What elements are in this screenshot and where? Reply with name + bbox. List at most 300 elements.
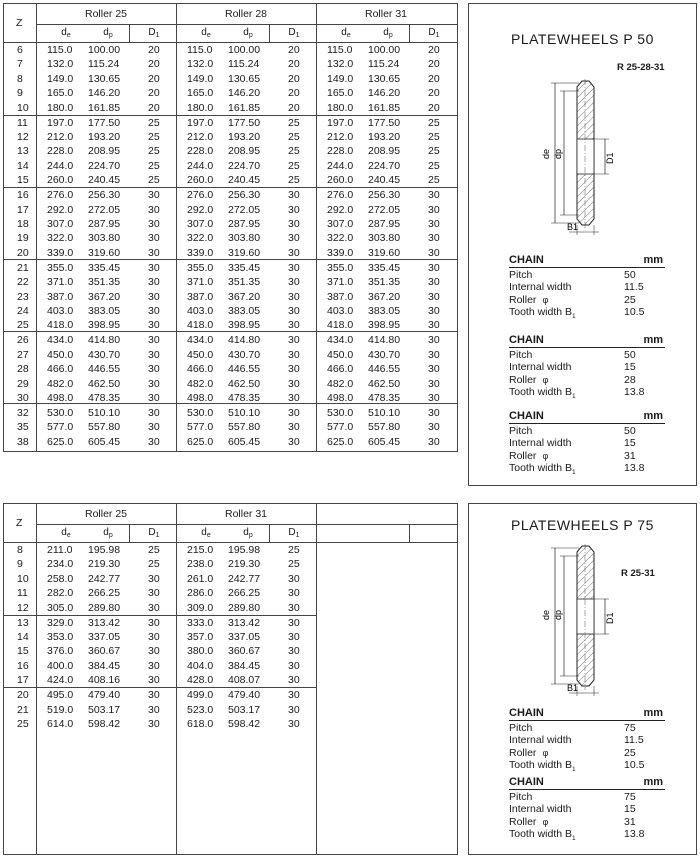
de-value: 387.0 [187, 290, 214, 303]
spec-label-text: Tooth width B [509, 827, 573, 840]
dp-value: 115.24 [368, 58, 400, 71]
spec-label-text: Tooth width B [509, 385, 573, 398]
dp-value: 367.20 [88, 290, 121, 303]
d1-value: 30 [288, 334, 300, 347]
table-row [4, 645, 457, 659]
d1-value: 30 [288, 189, 300, 202]
d1-value: 30 [148, 659, 160, 672]
chain-heading: CHAIN [509, 334, 544, 346]
de-value: 577.0 [327, 421, 354, 434]
d1-value: 25 [428, 145, 440, 158]
chain-spec-header [509, 707, 665, 721]
dp-value: 478.35 [88, 392, 121, 404]
z-value: 28 [17, 363, 29, 376]
de-value: 371.0 [327, 276, 354, 289]
spec-value: 50 [624, 269, 636, 281]
dp-value: 224.70 [228, 159, 261, 172]
de-value: 403.0 [327, 305, 354, 317]
spec-label [509, 269, 624, 281]
d1-label: D1 [605, 152, 615, 164]
subheader-subscript: p [108, 532, 113, 539]
dp-value: 351.35 [228, 276, 261, 289]
sprocket-cross-section-drawing [539, 79, 629, 239]
de-value: 519.0 [47, 703, 74, 716]
d1-value: 30 [148, 305, 160, 317]
dp-value: 313.42 [88, 616, 121, 629]
dp-value: 208.95 [88, 145, 121, 158]
spec-label [509, 374, 624, 386]
roller-25-header: Roller 25 [84, 8, 128, 20]
subheader-symbol: D [288, 27, 296, 38]
spec-label-text: Pitch [509, 269, 533, 281]
subheader-dp [228, 527, 268, 539]
de-value: 307.0 [47, 218, 74, 230]
subheader-de [186, 27, 226, 39]
dp-value: 193.20 [368, 131, 401, 143]
de-value: 355.0 [47, 261, 74, 274]
d1-value: 20 [288, 101, 300, 114]
spec-value: 28 [624, 373, 636, 386]
de-value: 307.0 [327, 218, 354, 230]
table-row [4, 58, 457, 72]
unit-heading: mm [643, 334, 663, 346]
d1-value: 30 [148, 631, 160, 643]
dp-value: 337.05 [228, 631, 261, 643]
table-row [4, 87, 457, 101]
dp-value: 367.20 [228, 290, 261, 303]
subheader-symbol: D [288, 527, 296, 538]
dp-value: 462.50 [88, 377, 121, 390]
z-value: 14 [17, 631, 29, 643]
spec-value: 13.8 [624, 385, 645, 398]
subheader-d1 [274, 27, 314, 39]
de-value: 498.0 [327, 392, 354, 404]
de-value: 530.0 [327, 407, 354, 419]
de-value: 625.0 [187, 435, 214, 448]
dp-value: 115.24 [228, 58, 260, 71]
tooth-width-row [509, 386, 665, 398]
spec-label-text: Roller [509, 373, 537, 386]
subheader-symbol: d [201, 527, 207, 538]
subheader-subscript: p [108, 32, 113, 39]
de-value: 197.0 [47, 116, 74, 129]
d1-value: 30 [148, 645, 160, 658]
d1-value: 25 [288, 116, 300, 129]
table-row [4, 334, 457, 348]
internal-width-row [509, 437, 665, 449]
d1-value: 30 [428, 203, 440, 216]
subheader-symbol: d [243, 27, 249, 38]
d1-value: 25 [428, 116, 440, 129]
spec-label [509, 828, 624, 840]
subheader-symbol: d [243, 527, 249, 538]
d1-value: 20 [428, 72, 440, 85]
dp-value: 605.45 [88, 435, 121, 448]
z-value: 15 [17, 174, 29, 187]
de-value: 244.0 [47, 159, 74, 172]
de-value: 329.0 [47, 616, 74, 629]
de-value: 258.0 [47, 572, 74, 585]
dp-value: 510.10 [368, 407, 401, 419]
subheader-symbol: d [383, 27, 389, 38]
internal-width-row [509, 803, 665, 815]
dp-value: 557.80 [368, 421, 401, 434]
phi-symbol: φ [542, 450, 549, 461]
de-value: 577.0 [47, 421, 74, 434]
z-value: 10 [17, 572, 29, 585]
de-value: 309.0 [187, 601, 214, 614]
dp-value: 414.80 [88, 334, 121, 347]
d1-value: 30 [288, 703, 300, 716]
de-value: 625.0 [47, 435, 74, 448]
de-value: 339.0 [187, 246, 214, 259]
dp-value: 446.55 [88, 363, 121, 376]
table-row [4, 349, 457, 363]
dp-value: 398.95 [368, 319, 401, 332]
spec-label-text: Internal width [509, 734, 572, 747]
chain-spec-header [509, 776, 665, 790]
de-value: 149.0 [47, 72, 74, 85]
table-row [4, 262, 457, 276]
de-value: 495.0 [47, 689, 74, 702]
subheader-d1 [134, 27, 174, 39]
dp-value: 287.95 [228, 218, 261, 230]
de-value: 244.0 [327, 159, 354, 172]
dp-value: 360.67 [228, 645, 261, 658]
de-value: 165.0 [327, 87, 354, 100]
table-row [4, 587, 457, 601]
unit-heading: mm [643, 410, 663, 422]
pitch-row [509, 791, 665, 803]
dp-value: 256.30 [368, 189, 401, 202]
z-value: 8 [17, 72, 23, 85]
spec-label-text: Tooth width B [509, 461, 573, 474]
spec-label-text: Internal width [509, 437, 572, 450]
de-value: 322.0 [187, 232, 214, 245]
de-value: 428.0 [187, 674, 214, 687]
dp-value: 266.25 [88, 587, 121, 600]
dp-value: 219.30 [228, 558, 261, 571]
subheader-d1 [414, 27, 454, 39]
spec-label-text: Pitch [509, 349, 533, 361]
chain-spec-header [509, 410, 665, 424]
d1-value: 20 [288, 44, 300, 56]
table-row [4, 617, 457, 631]
chain-spec-header [509, 254, 665, 268]
d1-value: 25 [148, 174, 160, 187]
table-row [4, 602, 457, 616]
de-value: 228.0 [47, 145, 74, 158]
d1-value: 30 [148, 703, 160, 716]
de-value: 339.0 [47, 246, 74, 259]
de-value: 499.0 [187, 689, 214, 702]
z-value: 21 [17, 703, 29, 716]
z-value: 12 [17, 131, 29, 143]
de-value: 618.0 [187, 718, 214, 730]
de-value: 228.0 [327, 145, 354, 158]
subheader-subscript: e [346, 32, 351, 39]
dp-value: 161.85 [228, 101, 261, 114]
dp-value: 598.42 [228, 718, 261, 730]
spec-label [509, 349, 624, 361]
dp-value: 479.40 [88, 689, 121, 702]
z-value: 11 [17, 116, 28, 129]
de-value: 212.0 [47, 131, 74, 143]
spec-subscript: 1 [572, 765, 576, 773]
spec-value: 75 [624, 722, 636, 734]
spec-label-text: Internal width [509, 803, 572, 816]
de-value: 165.0 [47, 87, 74, 100]
dp-value: 351.35 [88, 276, 121, 289]
unit-heading: mm [643, 776, 663, 788]
z-value: 38 [17, 435, 29, 448]
d1-value: 30 [428, 421, 440, 434]
dp-value: 266.25 [228, 587, 261, 600]
de-value: 165.0 [187, 87, 214, 100]
table-row [4, 131, 457, 145]
de-value: 418.0 [187, 319, 214, 332]
table-row [4, 102, 457, 116]
roller-reference: R 25-28-31 [617, 62, 665, 73]
de-value: 498.0 [47, 392, 74, 404]
de-value: 418.0 [327, 319, 354, 332]
d1-value: 20 [428, 58, 440, 71]
table-row [4, 319, 457, 333]
spec-label-text: Pitch [509, 722, 533, 734]
dp-value: 100.00 [368, 44, 401, 56]
subheader-symbol: D [148, 27, 156, 38]
de-value: 276.0 [47, 189, 74, 202]
d1-value: 20 [428, 101, 440, 114]
spec-label-text: Roller [509, 449, 537, 462]
de-value: 228.0 [187, 145, 214, 158]
d1-value: 30 [288, 377, 300, 390]
de-value: 530.0 [47, 407, 74, 419]
spec-label-text: Roller [509, 293, 537, 306]
d1-value: 30 [148, 246, 160, 259]
de-value: 212.0 [327, 131, 354, 143]
z-value: 16 [17, 189, 29, 202]
de-value: 357.0 [187, 631, 214, 643]
de-value: 197.0 [187, 116, 214, 129]
spec-value: 31 [624, 815, 636, 828]
spec-value: 15 [624, 437, 636, 450]
z-value: 23 [17, 290, 29, 303]
platewheels-p50-panel [468, 3, 697, 486]
z-value: 21 [17, 261, 29, 274]
d1-value: 30 [288, 435, 300, 448]
de-value: 292.0 [187, 203, 214, 216]
d1-value: 25 [148, 131, 160, 143]
de-value: 355.0 [187, 261, 214, 274]
dp-value: 161.85 [88, 101, 121, 114]
dp-value: 446.55 [228, 363, 261, 376]
d1-value: 30 [288, 689, 300, 702]
dp-value: 360.67 [88, 645, 121, 658]
z-value: 10 [17, 101, 29, 114]
phi-symbol: φ [542, 294, 549, 305]
z-value: 13 [17, 616, 29, 629]
dp-value: 478.35 [228, 392, 261, 404]
de-value: 466.0 [327, 363, 354, 376]
dp-value: 272.05 [228, 203, 261, 216]
dp-value: 446.55 [368, 363, 401, 376]
chain-heading: CHAIN [509, 410, 544, 422]
roller-25-header: Roller 25 [84, 508, 128, 520]
dp-value: 287.95 [88, 218, 121, 230]
table-row [4, 421, 457, 435]
d1-value: 25 [148, 558, 160, 571]
d1-value: 30 [288, 261, 300, 274]
de-value: 523.0 [187, 703, 214, 716]
de-value: 371.0 [187, 276, 214, 289]
table-row [4, 631, 457, 645]
subheader-subscript: 1 [295, 32, 300, 39]
d1-value: 30 [428, 246, 440, 259]
d1-value: 30 [288, 305, 300, 317]
dp-value: 510.10 [88, 407, 121, 419]
de-value: 418.0 [47, 319, 74, 332]
d1-value: 25 [288, 558, 300, 571]
de-value: 282.0 [47, 587, 74, 600]
z-value: 13 [17, 145, 29, 158]
dp-value: 503.17 [88, 703, 121, 716]
z-value: 9 [17, 87, 23, 100]
dp-value: 303.80 [88, 232, 121, 245]
table-row [4, 573, 457, 587]
subheader-dp [228, 27, 268, 39]
table-row [4, 392, 457, 406]
spec-label [509, 361, 624, 373]
subheader-symbol: d [201, 27, 207, 38]
roller-reference: R 25-31 [621, 568, 655, 579]
dp-value: 383.05 [228, 305, 261, 317]
de-value: 215.0 [187, 544, 214, 556]
roller-row [509, 374, 665, 386]
de-value: 260.0 [47, 174, 74, 187]
de-value: 234.0 [47, 558, 74, 571]
tooth-width-row [509, 759, 665, 771]
dp-value: 146.20 [228, 87, 261, 100]
pitch-row [509, 722, 665, 734]
z-value: 17 [17, 203, 29, 216]
dp-value: 335.45 [368, 261, 401, 274]
roller-row [509, 294, 665, 306]
d1-value: 25 [428, 174, 440, 187]
d1-value: 25 [148, 116, 160, 129]
z-value: 27 [17, 348, 29, 361]
z-value: 25 [17, 319, 29, 332]
phi-symbol: φ [542, 374, 549, 385]
de-value: 530.0 [187, 407, 214, 419]
d1-value: 25 [288, 159, 300, 172]
pitch-row [509, 425, 665, 437]
d1-value: 20 [288, 72, 300, 85]
d1-value: 30 [148, 435, 160, 448]
d1-value: 30 [288, 392, 300, 404]
dp-value: 598.42 [88, 718, 121, 730]
d1-value: 30 [288, 218, 300, 230]
subheader-de [186, 527, 226, 539]
z-value: 8 [17, 544, 23, 556]
d1-value: 30 [288, 246, 300, 259]
d1-value: 30 [148, 334, 160, 347]
dp-value: 430.70 [228, 348, 261, 361]
chain-heading: CHAIN [509, 707, 544, 719]
dp-value: 303.80 [368, 232, 401, 245]
dp-value: 384.45 [88, 659, 121, 672]
d1-value: 25 [148, 145, 160, 158]
de-value: 482.0 [187, 377, 214, 390]
d1-value: 30 [148, 674, 160, 687]
d1-value: 30 [148, 616, 160, 629]
d1-value: 30 [148, 392, 160, 404]
subheader-dp [88, 527, 128, 539]
table-row [4, 73, 457, 87]
d1-value: 30 [148, 261, 160, 274]
dp-value: 557.80 [88, 421, 121, 434]
de-value: 197.0 [327, 116, 354, 129]
de-value: 307.0 [187, 218, 214, 230]
de-value: 211.0 [47, 544, 73, 556]
spec-value: 31 [624, 449, 636, 462]
chain-spec-block [509, 776, 665, 840]
spec-value: 11.5 [624, 734, 644, 747]
z-value: 14 [17, 159, 29, 172]
z-value: 26 [17, 334, 29, 347]
z-value: 19 [17, 232, 29, 245]
d1-value: 30 [148, 218, 160, 230]
dp-value: 319.60 [228, 246, 261, 259]
z-value: 35 [17, 421, 29, 434]
de-value: 450.0 [187, 348, 214, 361]
d1-value: 30 [288, 572, 300, 585]
d1-value: 25 [288, 131, 300, 143]
dp-value: 219.30 [88, 558, 121, 571]
z-value: 12 [17, 601, 29, 614]
de-value: 115.0 [327, 44, 353, 56]
dp-value: 289.80 [88, 601, 121, 614]
spec-value: 75 [624, 791, 636, 803]
z-value: 11 [17, 587, 28, 600]
spec-value: 10.5 [624, 758, 645, 771]
subheader-de [46, 27, 86, 39]
de-value: 276.0 [187, 189, 214, 202]
table-row [4, 305, 457, 319]
de-value: 333.0 [187, 616, 214, 629]
spec-value: 15 [624, 361, 636, 374]
spec-label [509, 281, 624, 293]
de-value: 180.0 [327, 101, 354, 114]
dp-value: 242.77 [88, 572, 121, 585]
d1-value: 30 [428, 232, 440, 245]
dp-value: 319.60 [368, 246, 401, 259]
d1-value: 20 [428, 87, 440, 100]
table-row [4, 718, 457, 732]
roller-row [509, 816, 665, 828]
spec-label [509, 450, 624, 462]
roller-31-header: Roller 31 [224, 508, 268, 520]
b1-label: B1 [567, 222, 579, 232]
chain-spec-block [509, 707, 665, 771]
de-value: 434.0 [187, 334, 214, 347]
de-value: 353.0 [47, 631, 74, 643]
d1-value: 30 [148, 290, 160, 303]
d1-value: 30 [428, 290, 440, 303]
dp-value: 510.10 [228, 407, 261, 419]
spec-value: 11.5 [624, 281, 644, 294]
dp-value: 130.65 [368, 72, 401, 85]
